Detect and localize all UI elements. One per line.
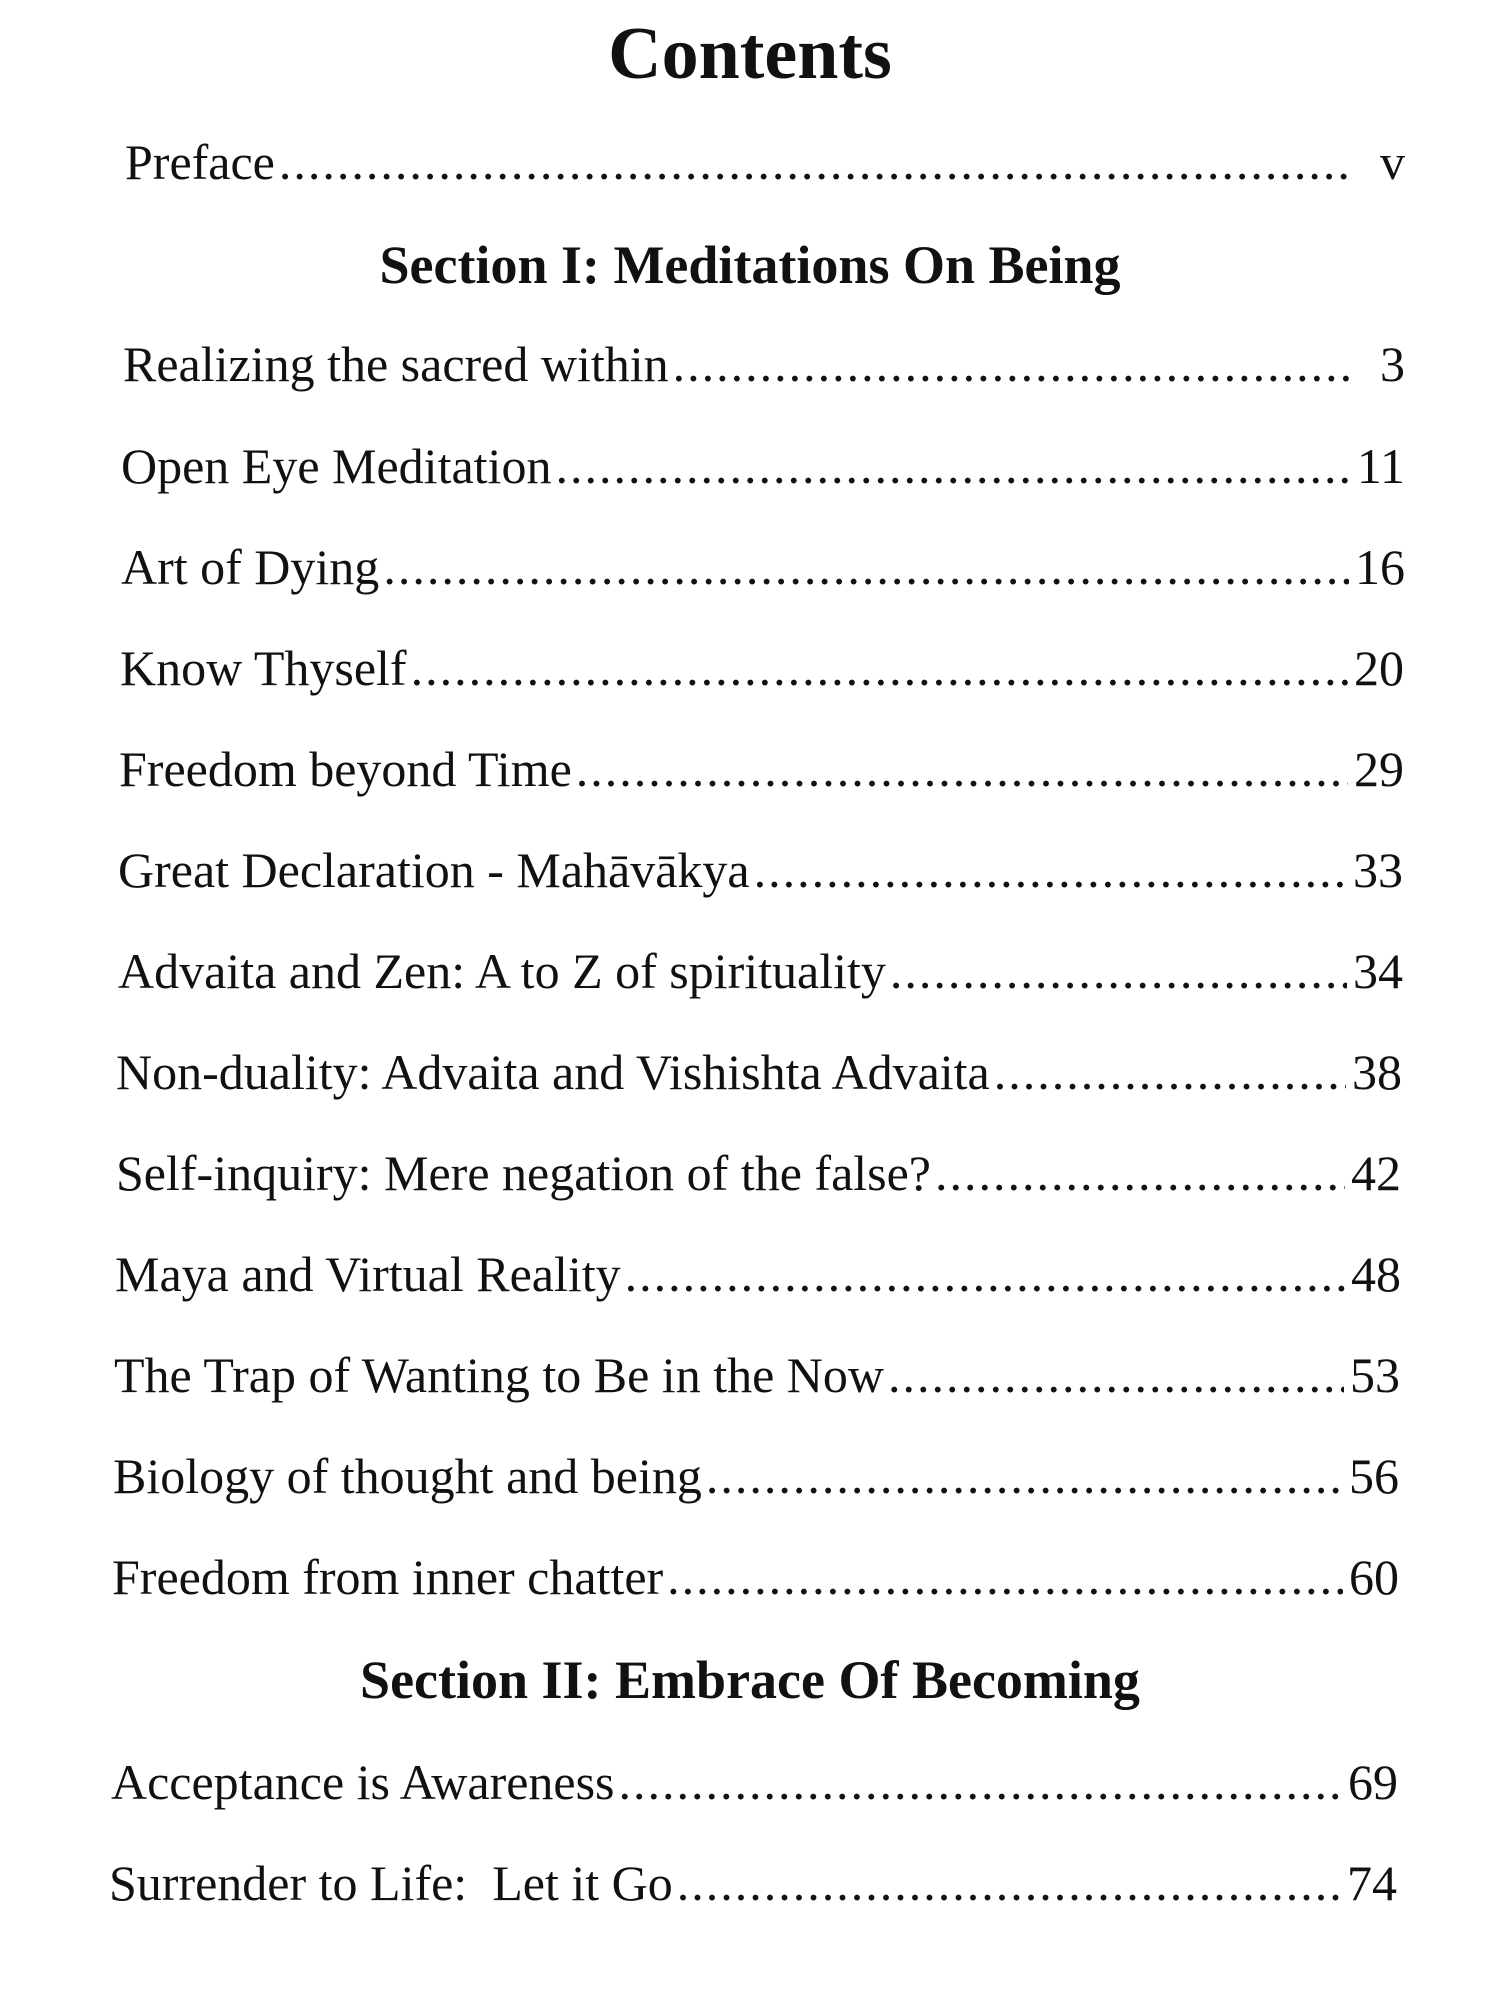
toc-entry[interactable] <box>121 537 1405 597</box>
toc-entry-label: The Trap of Wanting to Be in the Now <box>114 1347 884 1403</box>
toc-entry-page: 20 <box>1354 640 1404 696</box>
toc-entry[interactable] <box>109 1853 1397 1913</box>
dot-leader <box>677 1853 1341 1913</box>
toc-entry[interactable] <box>114 1345 1400 1405</box>
toc-entry-label: Freedom beyond Time <box>119 741 572 797</box>
dot-leader <box>411 638 1348 698</box>
toc-entry-preface[interactable] <box>125 132 1405 192</box>
toc-entry[interactable] <box>120 638 1404 698</box>
dot-leader <box>888 1345 1344 1405</box>
toc-entry[interactable] <box>116 1042 1402 1102</box>
toc-entry[interactable] <box>119 739 1404 799</box>
toc-entry-label: Know Thyself <box>120 640 407 696</box>
toc-entry[interactable] <box>111 1752 1398 1812</box>
toc-entry[interactable] <box>118 840 1403 900</box>
dot-leader <box>754 840 1347 900</box>
toc-entry-page: 56 <box>1349 1448 1399 1504</box>
toc-entry-page: 60 <box>1349 1549 1399 1605</box>
toc-entry[interactable] <box>123 334 1405 394</box>
toc-entry-label: Self-inquiry: Mere negation of the false? <box>116 1145 931 1201</box>
dot-leader <box>994 1042 1346 1102</box>
toc-entry[interactable] <box>113 1446 1399 1506</box>
dot-leader <box>619 1752 1342 1812</box>
dot-leader <box>279 132 1351 192</box>
dot-leader <box>555 436 1350 496</box>
toc-entry-label: Realizing the sacred within <box>123 336 669 392</box>
toc-entry-page: v <box>1380 134 1405 190</box>
toc-entry[interactable] <box>121 436 1405 496</box>
toc-entry-page: 29 <box>1354 741 1404 797</box>
dot-leader <box>667 1547 1343 1607</box>
toc-entry-page: 74 <box>1347 1855 1397 1911</box>
toc-entry[interactable] <box>112 1547 1399 1607</box>
dot-leader <box>706 1446 1343 1506</box>
dot-leader <box>625 1244 1345 1304</box>
section-heading-2: Section II: Embrace Of Becoming <box>360 1650 1140 1710</box>
toc-entry-label: Non-duality: Advaita and Vishishta Advaita <box>116 1044 990 1100</box>
page-title: Contents <box>608 13 892 95</box>
toc-entry-label: Preface <box>125 134 275 190</box>
toc-entry-label: Great Declaration - Mahāvākya <box>118 842 750 898</box>
toc-entry-page: 16 <box>1355 539 1405 595</box>
toc-entry-page: 33 <box>1353 842 1403 898</box>
toc-entry-label: Surrender to Life: Let it Go <box>109 1855 673 1911</box>
toc-entry-label: Biology of thought and being <box>113 1448 702 1504</box>
toc-entry-page: 34 <box>1353 943 1403 999</box>
section-heading-1: Section I: Meditations On Being <box>379 235 1121 295</box>
toc-entry-page: 53 <box>1350 1347 1400 1403</box>
toc-entry[interactable] <box>115 1244 1401 1304</box>
dot-leader <box>935 1143 1345 1203</box>
toc-entry-label: Freedom from inner chatter <box>112 1549 664 1605</box>
toc-entry-label: Open Eye Meditation <box>121 438 552 494</box>
toc-entry-page: 69 <box>1348 1754 1398 1810</box>
toc-entry[interactable] <box>116 1143 1401 1203</box>
toc-entry-label: Maya and Virtual Reality <box>115 1246 621 1302</box>
toc-entry-page: 11 <box>1356 438 1405 494</box>
toc-entry-page: 48 <box>1351 1246 1401 1302</box>
toc-entry-page: 42 <box>1351 1145 1401 1201</box>
toc-entry-page: 3 <box>1380 336 1405 392</box>
dot-leader <box>673 334 1351 394</box>
toc-entry-label: Art of Dying <box>121 539 380 595</box>
toc-entry-page: 38 <box>1352 1044 1402 1100</box>
toc-entry[interactable] <box>118 941 1403 1001</box>
toc-entry-label: Advaita and Zen: A to Z of spirituality <box>118 943 886 999</box>
dot-leader <box>576 739 1348 799</box>
toc-entry-label: Acceptance is Awareness <box>111 1754 615 1810</box>
dot-leader <box>890 941 1347 1001</box>
dot-leader <box>383 537 1349 597</box>
